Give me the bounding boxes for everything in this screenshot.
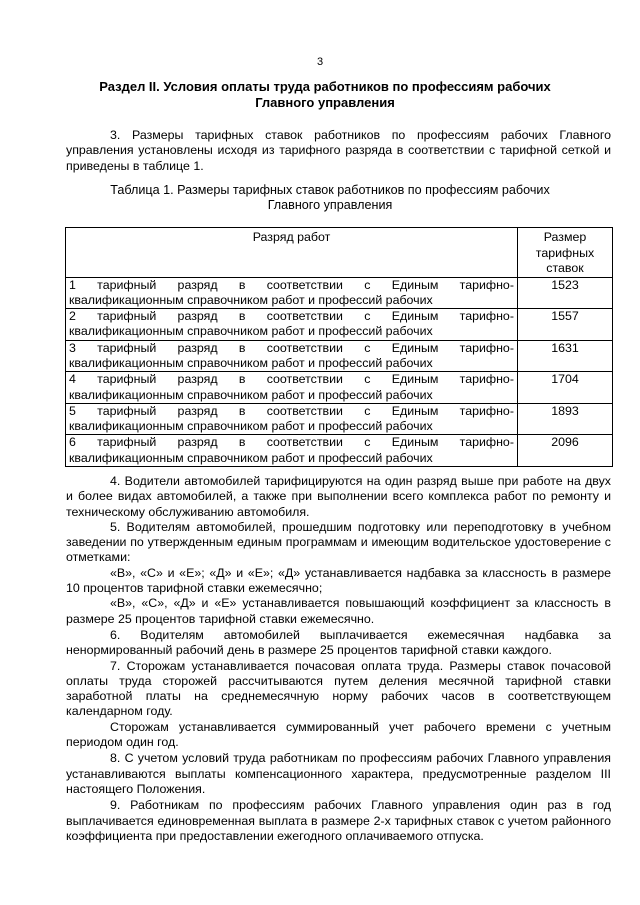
category-word: тарифный bbox=[97, 277, 157, 292]
body-paragraph: 6. Водителям автомобилей выплачивается ежемесячная надбавка за ненормированный рабочий день в размере 25 процентов тарифной ставки каждого. bbox=[66, 627, 611, 658]
category-line1 bbox=[69, 309, 514, 324]
category-word: разряд bbox=[177, 372, 218, 387]
cell-category bbox=[66, 277, 518, 309]
table-header-row bbox=[66, 228, 613, 278]
category-word: 3 bbox=[69, 340, 76, 355]
category-word: разряд bbox=[177, 309, 218, 324]
category-word: Единым bbox=[391, 435, 439, 450]
rates-table bbox=[65, 227, 613, 467]
category-line1 bbox=[69, 435, 514, 450]
category-word: тарифно- bbox=[459, 309, 514, 324]
category-word: с bbox=[364, 372, 371, 387]
body-paragraph: «В», «С» и «Е»; «Д» и «Е»; «Д» устанавливается надбавка за классность в размере 10 процентов тарифной ставки ежемесячно; bbox=[66, 565, 611, 596]
category-line2: квалификационным справочником работ и профессий рабочих bbox=[69, 324, 433, 339]
cell-rate-value: 1523 bbox=[518, 277, 613, 309]
category-word: 6 bbox=[69, 435, 76, 450]
category-word: тарифный bbox=[97, 435, 157, 450]
section-title bbox=[95, 79, 555, 111]
body-paragraph: 9. Работникам по профессиям рабочих Главного управления один раз в год выплачивается единовременная выплата в размере 2-х тарифных ставок с учетом районного коэффициента при предоставлении ежегодного оплачиваемого отпуска. bbox=[66, 798, 611, 843]
category-word: тарифный bbox=[97, 309, 157, 324]
cell-rate-value: 1557 bbox=[518, 309, 613, 341]
category-line2: квалификационным справочником работ и профессий рабочих bbox=[69, 419, 433, 434]
category-word: с bbox=[364, 435, 371, 450]
category-word: Единым bbox=[391, 372, 439, 387]
category-word: в bbox=[238, 309, 246, 324]
table-row bbox=[66, 403, 613, 435]
category-word: 1 bbox=[69, 277, 76, 292]
body-paragraph: 7. Сторожам устанавливается почасовая оплата труда. Размеры ставок почасовой оплаты труда сторожей рассчитываются путем деления месячной тарифной ставки заработной платы на среднемесячную норму рабочих часов в соответствующем календарном году. bbox=[66, 658, 611, 719]
category-word: 2 bbox=[69, 309, 76, 324]
cell-rate-value: 2096 bbox=[518, 435, 613, 467]
section-title-line1: Раздел II. Условия оплаты труда работников по профессиям рабочих bbox=[99, 79, 551, 94]
cell-rate-value: 1704 bbox=[518, 372, 613, 404]
category-word: тарифно- bbox=[459, 340, 514, 355]
body-paragraph: 8. С учетом условий труда работникам по профессиям рабочих Главного управления устанавливаются выплаты компенсационного характера, предусмотренные разделом III настоящего Положения. bbox=[66, 751, 611, 796]
category-word: в bbox=[238, 277, 246, 292]
category-line1 bbox=[69, 404, 514, 419]
body-paragraph: 4. Водители автомобилей тарифицируются на один разряд выше при работе на двух и более видах автомобилей, а также при выполнении всего комплекса работ по ремонту и техническому обслуживанию автомобиля. bbox=[66, 474, 611, 519]
table-body bbox=[66, 277, 613, 467]
category-line2: квалификационным справочником работ и профессий рабочих bbox=[69, 387, 433, 402]
body-text bbox=[66, 474, 611, 844]
header-rate-line2: тарифных bbox=[535, 245, 595, 260]
cell-category bbox=[66, 435, 518, 467]
category-line2: квалификационным справочником работ и профессий рабочих bbox=[69, 355, 433, 370]
header-category: Разряд работ bbox=[66, 228, 518, 278]
header-rate bbox=[518, 228, 613, 278]
category-word: соответствии bbox=[266, 435, 343, 450]
table-caption-line1: Таблица 1. Размеры тарифных ставок работников по профессиям рабочих bbox=[110, 183, 550, 197]
category-word: соответствии bbox=[266, 372, 343, 387]
category-word: разряд bbox=[177, 403, 218, 418]
category-word: Единым bbox=[391, 403, 439, 418]
category-word: с bbox=[364, 277, 371, 292]
cell-category bbox=[66, 340, 518, 372]
cell-rate-value: 1893 bbox=[518, 403, 613, 435]
header-rate-line1: Размер bbox=[543, 230, 587, 244]
table-caption-line2: Главного управления bbox=[267, 198, 393, 212]
category-line1 bbox=[69, 372, 514, 387]
cell-rate-value: 1631 bbox=[518, 340, 613, 372]
category-word: соответствии bbox=[266, 309, 343, 324]
category-line1 bbox=[69, 278, 514, 293]
category-word: 5 bbox=[69, 403, 76, 418]
category-word: тарифно- bbox=[459, 372, 514, 387]
category-word: 4 bbox=[69, 372, 76, 387]
category-word: Единым bbox=[391, 277, 439, 292]
section-title-line2: Главного управления bbox=[255, 95, 395, 110]
table-row bbox=[66, 309, 613, 341]
category-word: соответствии bbox=[266, 277, 343, 292]
table-row bbox=[66, 435, 613, 467]
category-word: тарифный bbox=[97, 403, 157, 418]
category-line2: квалификационным справочником работ и профессий рабочих bbox=[69, 450, 433, 465]
body-paragraph: 5. Водителям автомобилей, прошедшим подготовку или переподготовку в учебном заведении по утвержденным единым программам и имеющим водительское удостоверение с отметками: bbox=[66, 519, 611, 565]
table-row bbox=[66, 277, 613, 309]
intro-paragraph: 3. Размеры тарифных ставок работников по профессиям рабочих Главного управления установлены исходя из тарифного разряда в соответствии с тарифной сеткой и приведены в таблице 1. bbox=[66, 128, 611, 173]
body-paragraph: Сторожам устанавливается суммированный учет рабочего времени с учетным периодом один год. bbox=[66, 719, 611, 750]
cell-category bbox=[66, 372, 518, 404]
category-line2: квалификационным справочником работ и профессий рабочих bbox=[69, 292, 433, 307]
table-row bbox=[66, 372, 613, 404]
category-word: Единым bbox=[391, 309, 439, 324]
category-word: разряд bbox=[177, 435, 218, 450]
category-word: в bbox=[238, 403, 246, 418]
category-word: тарифно- bbox=[459, 403, 514, 418]
category-word: Единым bbox=[391, 340, 439, 355]
header-rate-line3: ставок bbox=[546, 261, 584, 275]
category-word: в bbox=[238, 340, 246, 355]
category-word: разряд bbox=[177, 340, 218, 355]
category-word: в bbox=[238, 435, 246, 450]
page-number: 3 bbox=[316, 56, 324, 68]
category-word: в bbox=[238, 372, 246, 387]
category-word: с bbox=[364, 309, 371, 324]
category-word: разряд bbox=[177, 277, 218, 292]
table-caption bbox=[95, 183, 565, 213]
category-word: с bbox=[364, 340, 371, 355]
cell-category bbox=[66, 309, 518, 341]
cell-category bbox=[66, 403, 518, 435]
category-word: тарифный bbox=[97, 340, 157, 355]
category-word: соответствии bbox=[266, 340, 343, 355]
category-word: тарифно- bbox=[459, 435, 514, 450]
category-line1 bbox=[69, 341, 514, 356]
table-row bbox=[66, 340, 613, 372]
body-paragraph: «В», «С», «Д» и «Е» устанавливается повышающий коэффициент за классность в размере 25 процентов тарифной ставки ежемесячно. bbox=[66, 596, 611, 626]
category-word: соответствии bbox=[266, 403, 343, 418]
category-word: тарифно- bbox=[459, 277, 514, 292]
category-word: с bbox=[364, 403, 371, 418]
category-word: тарифный bbox=[97, 372, 157, 387]
